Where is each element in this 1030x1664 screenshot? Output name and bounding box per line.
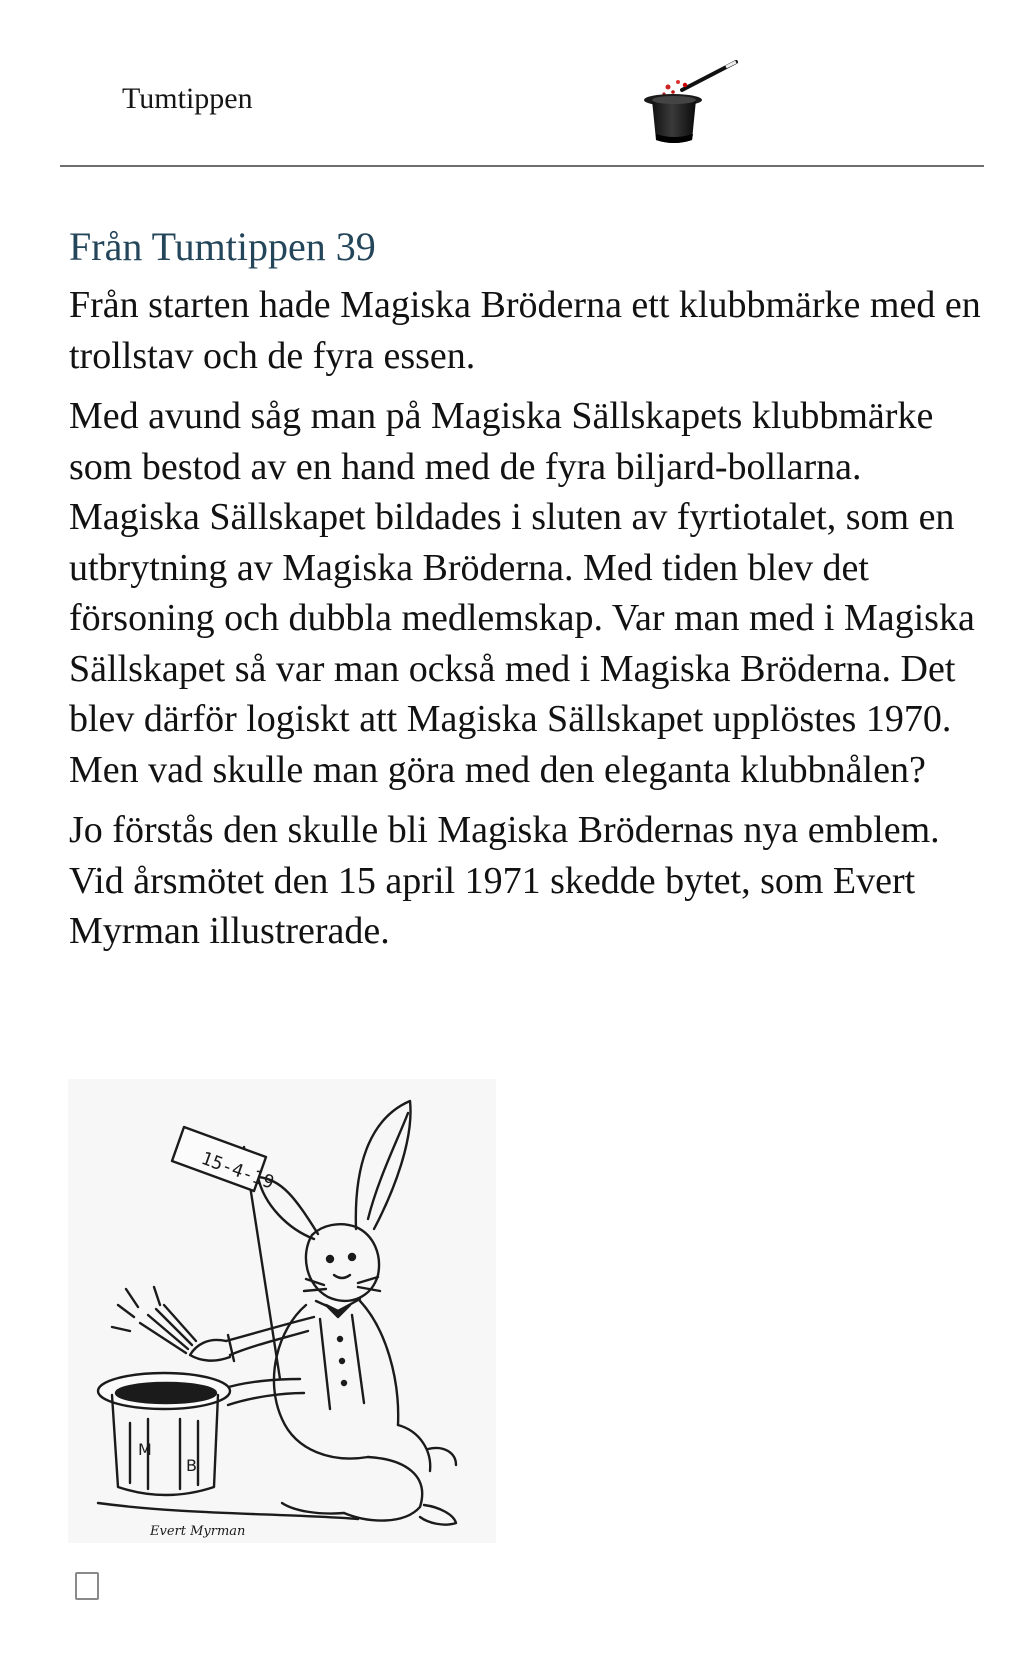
hat-letter-m: M xyxy=(138,1440,152,1459)
magic-hat-icon xyxy=(618,56,754,148)
artist-signature: Evert Myrman xyxy=(150,1524,246,1539)
article-title: Från Tumtippen 39 xyxy=(69,224,376,269)
sign-date-label: 15-4-19 xyxy=(198,1147,277,1194)
article xyxy=(69,222,999,967)
header-divider xyxy=(60,165,984,167)
article-paragraph-1: Från starten hade Magiska Bröderna ett klubbmärke med en trollstav och de fyra essen. xyxy=(69,284,981,377)
article-paragraph-3: Jo förstås den skulle bli Magiska Brödernas nya emblem. Vid årsmötet den 15 april 1971 skedde bytet, som Evert Myrman illustrerade. xyxy=(69,809,940,952)
site-header xyxy=(60,0,984,166)
rabbit-magician-illustration xyxy=(68,1079,496,1543)
site-name[interactable]: Tumtippen xyxy=(122,82,253,115)
hat-letter-b: B xyxy=(186,1456,197,1475)
checkbox-icon[interactable] xyxy=(75,1572,99,1600)
rabbit-drawing xyxy=(68,1079,496,1543)
article-paragraph-2: Med avund såg man på Magiska Sällskapets klubbmärke som bestod av en hand med de fyra biljard-bollarna. Magiska Sällskapet bildades i sluten av fyrtiotalet, som en utbrytning av Magiska Bröderna. Med tiden blev det försoning och dubbla medlemskap. Var man med i Magiska Sällskapet så var man också med i Magiska Bröderna. Det blev därför logiskt att Magiska Sällskapet upplöstes 1970. Men vad skulle man göra med den eleganta klubbnålen? xyxy=(69,395,975,791)
